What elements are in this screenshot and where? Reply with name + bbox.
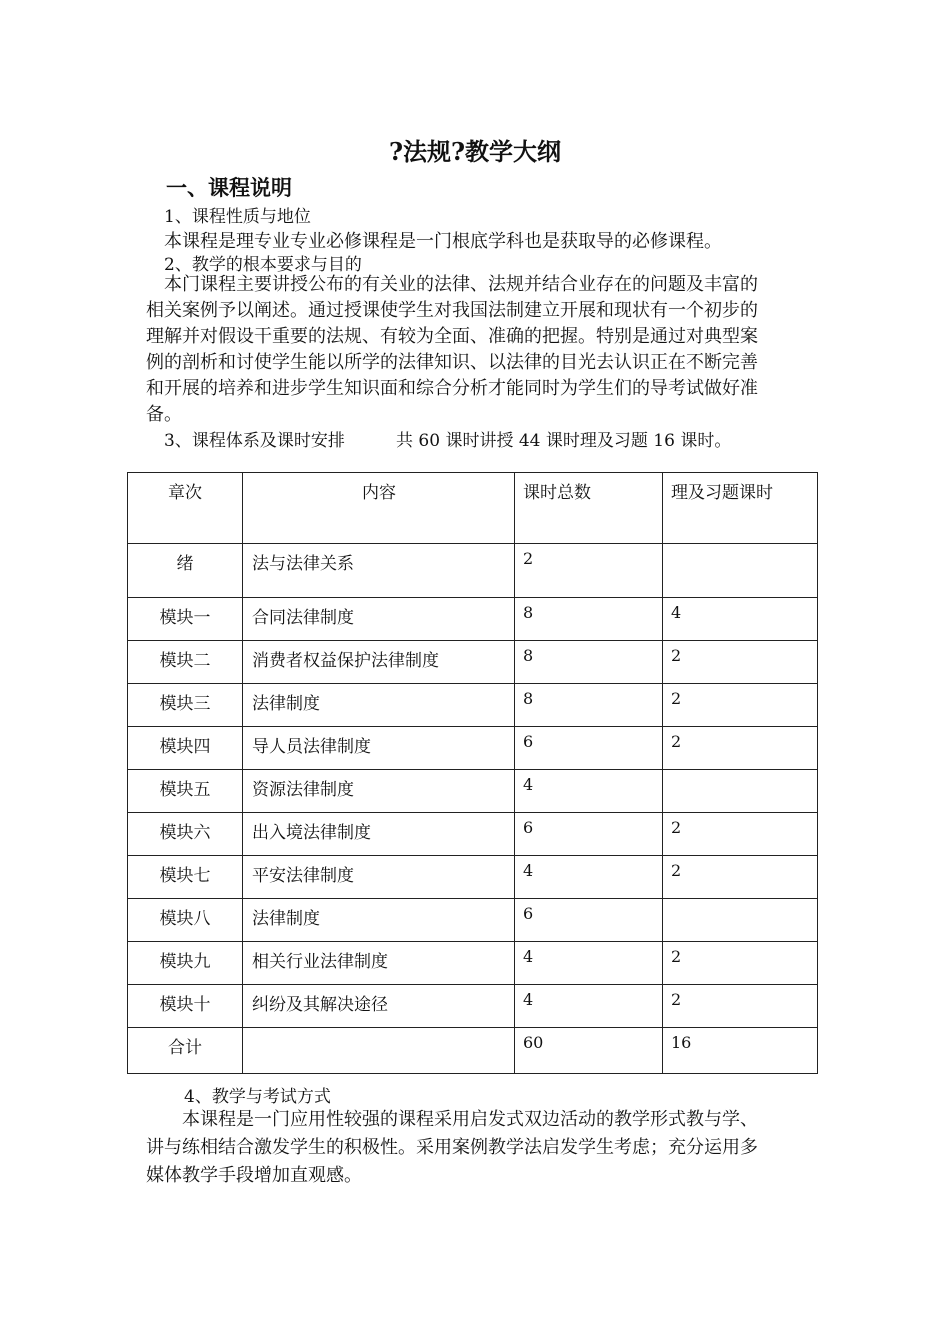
cell-chapter: 绪 <box>128 544 243 598</box>
table-row <box>128 899 818 942</box>
cell-total-hours: 8 <box>515 598 663 641</box>
cell-total-hours-sum: 60 <box>515 1028 663 1074</box>
section-heading-course-description: 一、课程说明 <box>166 175 292 200</box>
cell-chapter: 模块九 <box>128 942 243 985</box>
cell-total-hours: 4 <box>515 770 663 813</box>
table-row <box>128 942 818 985</box>
cell-total-hours: 8 <box>515 684 663 727</box>
table-row <box>128 813 818 856</box>
cell-total-hours: 6 <box>515 727 663 770</box>
cell-exercise-hours: 2 <box>663 641 818 684</box>
item3-text: 共 60 课时讲授 44 课时理及习题 16 课时。 <box>396 431 732 451</box>
table-row <box>128 727 818 770</box>
table-row <box>128 985 818 1028</box>
item4-paragraph <box>146 1106 806 1190</box>
cell-chapter: 模块三 <box>128 684 243 727</box>
cell-total-hours: 4 <box>515 856 663 899</box>
table-row <box>128 770 818 813</box>
paragraph-line: 理解并对假设干重要的法规、有较为全面、准确的把握。特别是通过对典型案 <box>146 326 758 347</box>
table-row <box>128 598 818 641</box>
cell-content: 出入境法律制度 <box>243 813 515 856</box>
cell-exercise-hours: 2 <box>663 985 818 1028</box>
cell-total-label: 合计 <box>128 1028 243 1074</box>
cell-total-content <box>243 1028 515 1074</box>
table-total-row <box>128 1028 818 1074</box>
paragraph-line: 相关案例予以阐述。通过授课使学生对我国法制建立开展和现状有一个初步的 <box>146 300 758 321</box>
cell-chapter: 模块一 <box>128 598 243 641</box>
cell-content: 导人员法律制度 <box>243 727 515 770</box>
cell-chapter: 模块七 <box>128 856 243 899</box>
cell-chapter: 模块四 <box>128 727 243 770</box>
header-total-hours: 课时总数 <box>515 473 663 544</box>
cell-content: 平安法律制度 <box>243 856 515 899</box>
item2-paragraph <box>146 272 806 428</box>
cell-total-hours: 6 <box>515 899 663 942</box>
cell-exercise-hours: 2 <box>663 727 818 770</box>
cell-content: 法律制度 <box>243 684 515 727</box>
cell-chapter: 模块五 <box>128 770 243 813</box>
table-row <box>128 684 818 727</box>
cell-chapter: 模块六 <box>128 813 243 856</box>
document-title: ?法规?教学大纲 <box>388 137 562 166</box>
cell-exercise-hours: 4 <box>663 598 818 641</box>
item4-heading: 4、教学与考试方式 <box>184 1087 331 1107</box>
item1-text: 本课程是理专业专业必修课程是一门根底学科也是获取导的必修课程。 <box>164 231 722 252</box>
item3-heading: 3、课程体系及课时安排 <box>164 431 345 451</box>
paragraph-line: 本课程是一门应用性较强的课程采用启发式双边活动的教学形式教与学、 <box>182 1109 758 1130</box>
cell-exercise-hours: 2 <box>663 942 818 985</box>
paragraph-line: 媒体教学手段增加直观感。 <box>146 1165 362 1186</box>
paragraph-line: 例的剖析和讨使学生能以所学的法律知识、以法律的目光去认识正在不断完善 <box>146 352 758 373</box>
cell-exercise-hours <box>663 544 818 598</box>
table-row <box>128 544 818 598</box>
cell-content: 合同法律制度 <box>243 598 515 641</box>
cell-exercise-hours-sum: 16 <box>663 1028 818 1074</box>
cell-content: 相关行业法律制度 <box>243 942 515 985</box>
paragraph-line: 讲与练相结合激发学生的积极性。采用案例教学法启发学生考虑；充分运用多 <box>146 1137 758 1158</box>
cell-total-hours: 8 <box>515 641 663 684</box>
cell-exercise-hours: 2 <box>663 856 818 899</box>
cell-content: 纠纷及其解决途径 <box>243 985 515 1028</box>
header-chapter: 章次 <box>128 473 243 544</box>
cell-content: 资源法律制度 <box>243 770 515 813</box>
cell-chapter: 模块八 <box>128 899 243 942</box>
table-row <box>128 641 818 684</box>
cell-content: 消费者权益保护法律制度 <box>243 641 515 684</box>
cell-chapter: 模块十 <box>128 985 243 1028</box>
cell-content: 法与法律关系 <box>243 544 515 598</box>
cell-total-hours: 4 <box>515 942 663 985</box>
header-content: 内容 <box>243 473 515 544</box>
cell-content: 法律制度 <box>243 899 515 942</box>
cell-chapter: 模块二 <box>128 641 243 684</box>
cell-exercise-hours <box>663 770 818 813</box>
paragraph-line: 本门课程主要讲授公布的有关业的法律、法规并结合业存在的问题及丰富的 <box>164 274 758 295</box>
table-row <box>128 856 818 899</box>
cell-total-hours: 4 <box>515 985 663 1028</box>
item2-heading: 2、教学的根本要求与目的 <box>164 255 362 275</box>
cell-total-hours: 2 <box>515 544 663 598</box>
course-hours-table <box>127 472 818 1074</box>
table-header-row <box>128 473 818 544</box>
cell-total-hours: 6 <box>515 813 663 856</box>
cell-exercise-hours <box>663 899 818 942</box>
header-exercise-hours: 理及习题课时 <box>663 473 818 544</box>
paragraph-line: 备。 <box>146 404 182 425</box>
item1-heading: 1、课程性质与地位 <box>164 207 311 227</box>
paragraph-line: 和开展的培养和进步学生知识面和综合分析才能同时为学生们的导考试做好准 <box>146 378 758 399</box>
cell-exercise-hours: 2 <box>663 813 818 856</box>
cell-exercise-hours: 2 <box>663 684 818 727</box>
